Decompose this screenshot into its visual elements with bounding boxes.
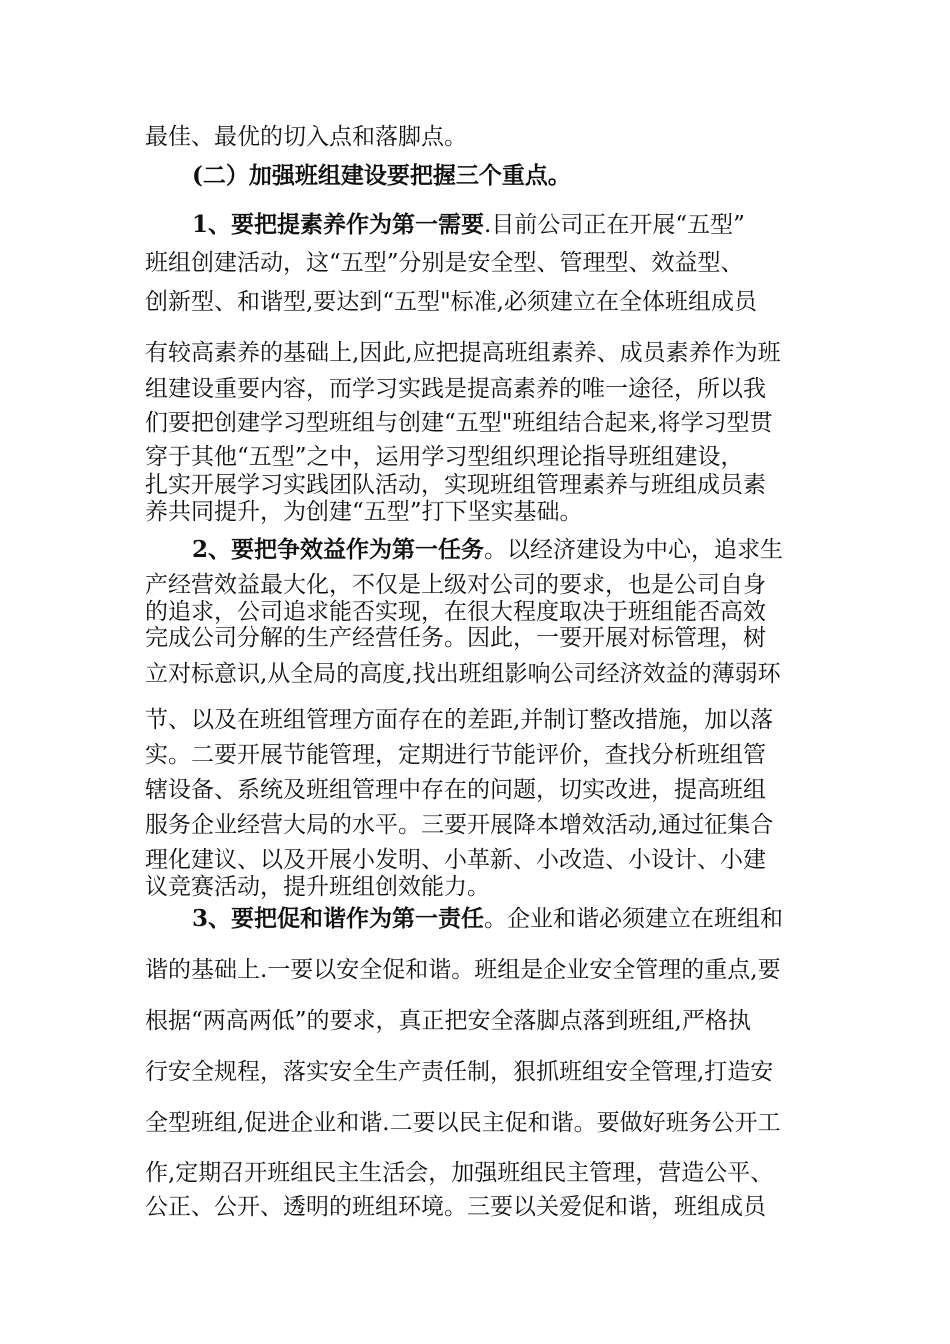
paragraph-line: 最佳、最优的切入点和落脚点。: [145, 124, 467, 150]
paragraph-line: 班组创建活动，这“五型”分别是安全型、管理型、效益型、: [145, 250, 744, 276]
point-title: 3、要把促和谐作为第一责任: [192, 905, 485, 932]
paragraph-line: 理化建议、以及开展小发明、小革新、小改造、小设计、小建: [145, 847, 766, 873]
paragraph-line: 们要把创建学习型班组与创建“五型"班组结合起来,将学习型贯: [145, 410, 773, 436]
point-title: 2、要把争效益作为第一任务: [192, 536, 485, 563]
section-heading: (二）加强班组建设要把握三个重点。: [192, 162, 571, 189]
paragraph-line: 的追求，公司追求能否实现，在很大程度取决于班组能否高效: [145, 599, 766, 625]
paragraph-line: 扎实开展学习实践团队活动，实现班组管理素养与班组成员素: [145, 472, 766, 498]
paragraph-line: 辖设备、系统及班组管理中存在的问题，切实改进，提高班组: [145, 777, 766, 803]
paragraph-line: 3、要把促和谐作为第一责任。企业和谐必须建立在班组和: [192, 905, 784, 932]
paragraph-line: 全型班组,促进企业和谐.二要以民主促和谐。要做好班务公开工: [145, 1110, 781, 1136]
paragraph-line: 行安全规程，落实安全生产责任制，狠抓班组安全管理,打造安: [145, 1059, 774, 1085]
paragraph-line: 根据“两高两低”的要求，真正把安全落脚点落到班组,严格执: [145, 1008, 751, 1034]
paragraph-line: 完成公司分解的生产经营任务。因此，一要开展对标管理，树: [145, 625, 766, 651]
paragraph-line: 节、以及在班组管理方面存在的差距,并制订整改措施，加以落: [145, 707, 774, 733]
paragraph-line: 创新型、和谐型,要达到“五型"标准,必须建立在全体班组成员: [145, 289, 757, 315]
paragraph-line: 服务企业经营大局的水平。三要开展降本增效活动,通过征集合: [145, 812, 774, 838]
paragraph-line: 穿于其他“五型”之中，运用学习型组织理论指导班组建设，: [145, 444, 744, 470]
paragraph-line: 1、要把提素养作为第一需要.目前公司正在开展“五型”: [192, 211, 745, 238]
paragraph-line: 实。二要开展节能管理，定期进行节能评价，查找分析班组管: [145, 742, 766, 768]
point-title: 1、要把提素养作为第一需要: [192, 211, 485, 238]
paragraph-line: 立对标意识,从全局的高度,找出班组影响公司经济效益的薄弱环: [145, 661, 781, 687]
paragraph-line: 产经营效益最大化，不仅是上级对公司的要求，也是公司自身: [145, 572, 766, 598]
paragraph-line: 养共同提升，为创建“五型”打下坚实基础。: [145, 499, 583, 525]
paragraph-line: 议竞赛活动，提升班组创效能力。: [145, 874, 490, 900]
paragraph-line: 公正、公开、透明的班组环境。三要以关爱促和谐，班组成员: [145, 1194, 766, 1220]
paragraph-line: 有较高素养的基础上,因此,应把提高班组素养、成员素养作为班: [145, 340, 781, 366]
paragraph-line: 作,定期召开班组民主生活会，加强班组民主管理，营造公平、: [145, 1160, 774, 1186]
paragraph-line: 2、要把争效益作为第一任务。以经济建设为中心，追求生: [192, 536, 784, 563]
paragraph-line: 谐的基础上.一要以安全促和谐。班组是企业安全管理的重点,要: [145, 957, 781, 983]
paragraph-line: 组建设重要内容，而学习实践是提高素养的唯一途径，所以我: [145, 376, 766, 402]
